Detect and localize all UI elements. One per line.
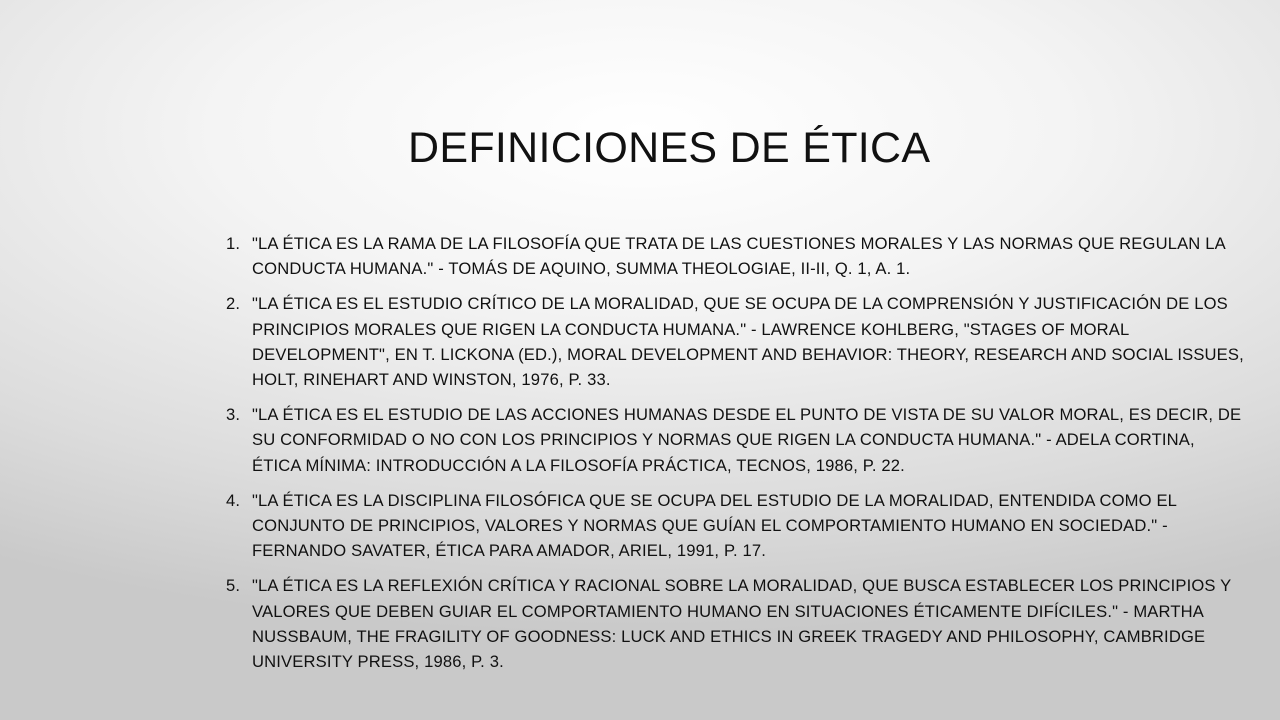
list-item (226, 488, 1246, 564)
item-number: 4. (226, 490, 241, 510)
item-text: "LA ÉTICA ES LA RAMA DE LA FILOSOFÍA QUE TRATA DE LAS CUESTIONES MORALES Y LAS NORMAS QUE REGULAN LA CONDUCTA HUMANA." - TOMÁS DE AQUINO, SUMMA THEOLOGIAE, II-II, Q. 1, A. 1. (252, 234, 1225, 279)
list-item (226, 291, 1246, 392)
item-number: 5. (226, 576, 241, 596)
item-number: 3. (226, 405, 241, 425)
list-item (226, 402, 1246, 478)
list-item (226, 573, 1246, 674)
slide-title: DEFINICIONES DE ÉTICA (408, 124, 931, 172)
list-item (226, 231, 1246, 281)
item-text: "LA ÉTICA ES EL ESTUDIO CRÍTICO DE LA MORALIDAD, QUE SE OCUPA DE LA COMPRENSIÓN Y JUSTIFICACIÓN DE LOS PRINCIPIOS MORALES QUE RIGEN LA CONDUCTA HUMANA." - LAWRENCE KOHLBERG, "STAGES OF MORAL DEVELOPMENT", EN T. LICKONA (ED.), MORAL DEVELOPMENT AND BEHAVIOR: THEORY, RESEARCH AND SOCIAL ISSUES, HOLT, RINEHART AND WINSTON, 1976, P. 33. (252, 294, 1244, 390)
definitions-list (226, 231, 1246, 684)
item-text: "LA ÉTICA ES EL ESTUDIO DE LAS ACCIONES HUMANAS DESDE EL PUNTO DE VISTA DE SU VALOR MORAL, ES DECIR, DE SU CONFORMIDAD O NO CON LOS PRINCIPIOS Y NORMAS QUE RIGEN LA CONDUCTA HUMANA." - ADELA CORTINA, ÉTICA MÍNIMA: INTRODUCCIÓN A LA FILOSOFÍA PRÁCTICA, TECNOS, 1986, P. 22. (252, 405, 1242, 475)
item-text: "LA ÉTICA ES LA DISCIPLINA FILOSÓFICA QUE SE OCUPA DEL ESTUDIO DE LA MORALIDAD, ENTENDIDA COMO EL CONJUNTO DE PRINCIPIOS, VALORES Y NORMAS QUE GUÍAN EL COMPORTAMIENTO HUMANO EN SOCIEDAD." - FERNANDO SAVATER, ÉTICA PARA AMADOR, ARIEL, 1991, P. 17. (252, 490, 1177, 561)
item-number: 2. (226, 294, 241, 314)
item-number: 1. (226, 234, 241, 253)
item-text: "LA ÉTICA ES LA REFLEXIÓN CRÍTICA Y RACIONAL SOBRE LA MORALIDAD, QUE BUSCA ESTABLECER LOS PRINCIPIOS Y VALORES QUE DEBEN GUIAR EL COMPORTAMIENTO HUMANO EN SITUACIONES ÉTICAMENTE DIFÍCILES." - MARTHA NUSSBAUM, THE FRAGILITY OF GOODNESS: LUCK AND ETHICS IN GREEK TRAGEDY AND PHILOSOPHY, CAMBRIDGE UNIVERSITY PRESS, 1986, P. 3. (252, 576, 1232, 672)
